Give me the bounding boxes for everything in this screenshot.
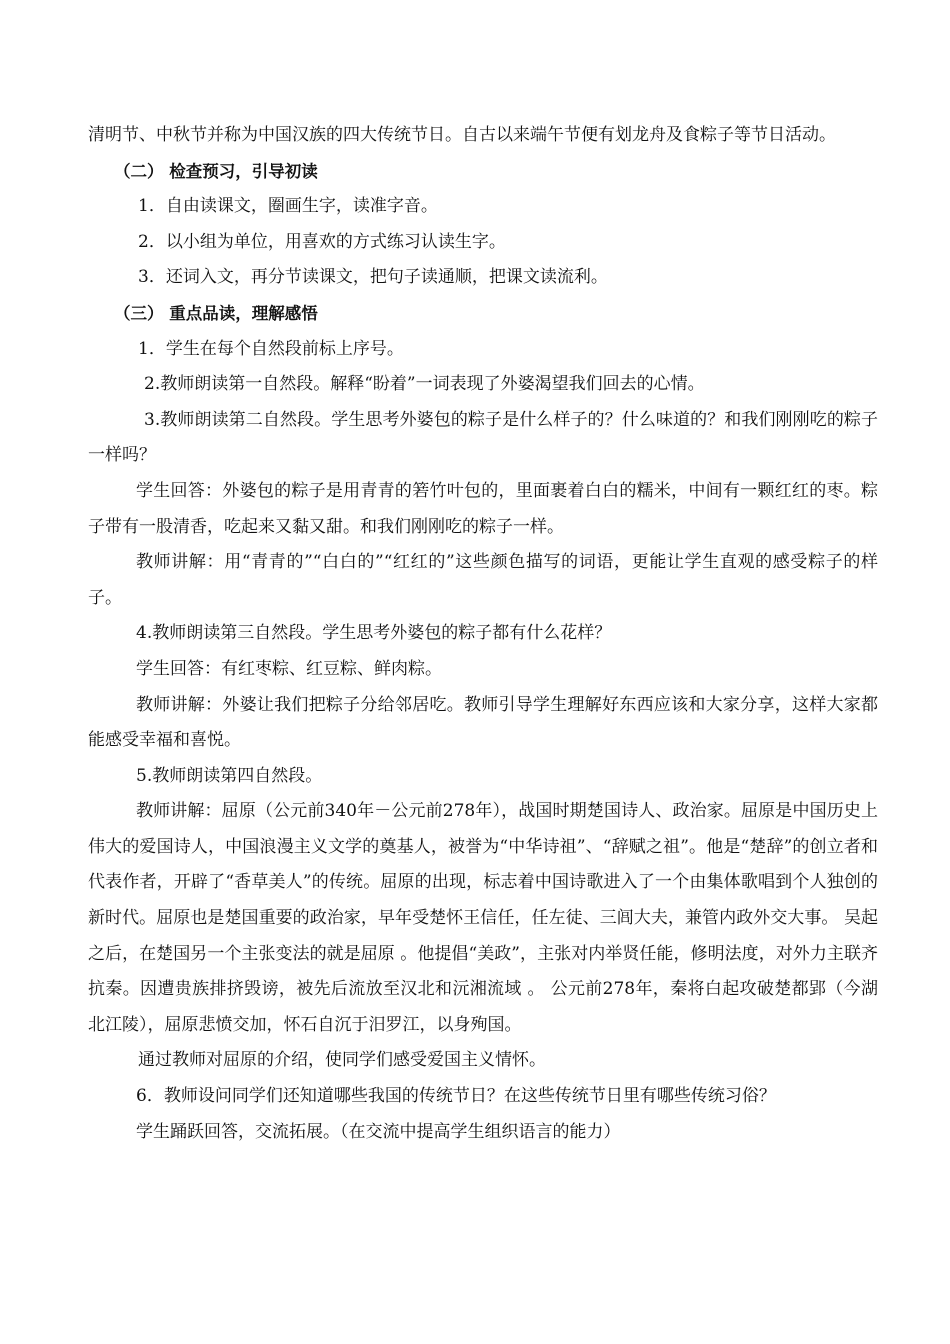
step-2-3: 3．还词入文，再分节读课文，把句子读通顺，把课文读流利。	[138, 267, 608, 288]
patriotism-note: 通过教师对屈原的介绍，使同学们感受爱国主义情怀。	[138, 1050, 546, 1071]
student-answer-1: 学生回答：外婆包的粽子是用青青的箬竹叶包的，里面裹着白白的糯米，中间有一颗红红的枣。粽子带有一股清香，吃起来又黏又甜。和我们刚刚吃的粽子一样。	[88, 480, 878, 537]
step-3-6: 6．教师设问同学们还知道哪些我国的传统节日？在这些传统节日里有哪些传统习俗？	[136, 1086, 776, 1107]
step-3-2: 2.教师朗读第一自然段。解释“盼着”一词表现了外婆渴望我们回去的心情。	[144, 374, 705, 395]
teacher-explain-1: 教师讲解：用“青青的”“白白的”“红红的”这些颜色描写的词语，更能让学生直观的感受粽子的样子。	[88, 552, 878, 608]
student-discussion: 学生踊跃回答，交流拓展。（在交流中提高学生组织语言的能力）	[136, 1121, 621, 1142]
student-answer-2: 学生回答：有红枣粽、红豆粽、鲜肉粽。	[136, 658, 442, 679]
step-2-2: 2．以小组为单位，用喜欢的方式练习认读生字。	[138, 231, 506, 252]
section-heading-2: （二） 检查预习，引导初读	[114, 161, 318, 181]
step-3-4: 4.教师朗读第三自然段。学生思考外婆包的粽子都有什么花样？	[136, 623, 612, 644]
step-3-3: 3.教师朗读第二自然段。学生思考外婆包的粽子是什么样子的？什么味道的？和我们刚刚吃的粽子一样吗？	[88, 409, 878, 466]
step-2-1: 1．自由读课文，圈画生字，读准字音。	[138, 196, 438, 217]
teacher-explain-quyuan: 教师讲解：屈原（公元前340年－公元前278年），战国时期楚国诗人、政治家。屈原是中国历史上伟大的爱国诗人，中国浪漫主义文学的奠基人，被誉为“中华诗祖”、“辞赋之祖”。他是“楚辞”的创立者和代表作者，开辟了“香草美人”的传统。屈原的出现，标志着中国诗歌进入了一个由集体歌唱到个人独创的新时代。屈原也是楚国重要的政治家，早年受楚怀王信任，任左徒、三闾大夫，兼管内政外交大事。 吴起之后，在楚国另一个主张变法的就是屈原 。他提倡“美政”，主张对内举贤任能，修明法度，对外力主联齐抗秦。因遭贵族排挤毁谤，被先后流放至汉北和沅湘流域 。 公元前278年，秦将白起攻破楚都郢（今湖北江陵），屈原悲愤交加，怀石自沉于汨罗江，以身殉国。	[88, 801, 878, 1035]
paragraph-festival-intro: 清明节、中秋节并称为中国汉族的四大传统节日。自古以来端午节便有划龙舟及食粽子等节日活动。	[88, 125, 836, 145]
section-heading-3: （三） 重点品读，理解感悟	[114, 303, 318, 323]
teacher-explain-2: 教师讲解：外婆让我们把粽子分给邻居吃。教师引导学生理解好东西应该和大家分享，这样大家都能感受幸福和喜悦。	[88, 694, 878, 751]
document-page	[88, 118, 878, 1150]
step-3-1: 1．学生在每个自然段前标上序号。	[138, 338, 404, 359]
step-3-5: 5.教师朗读第四自然段。	[136, 765, 323, 786]
